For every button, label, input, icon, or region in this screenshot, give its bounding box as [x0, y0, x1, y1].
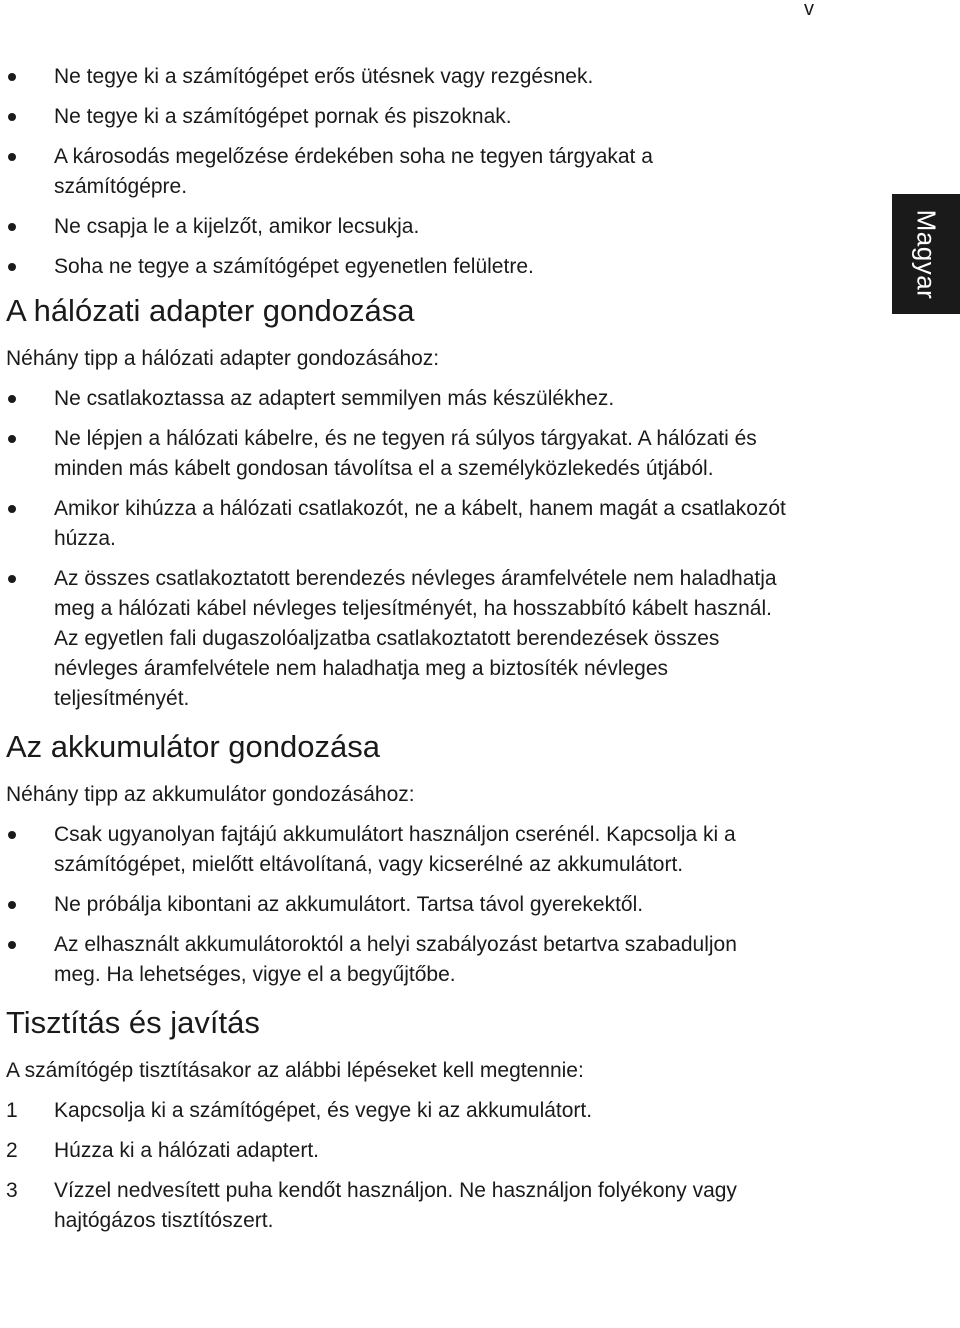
list-item: A károsodás megelőzése érdekében soha ne tegyen tárgyakat a számítógépre.	[6, 142, 806, 202]
list-item: Ne tegye ki a számítógépet erős ütésnek vagy rezgésnek.	[6, 62, 806, 92]
bullet-icon	[8, 153, 16, 161]
page-number: v	[804, 0, 814, 20]
bullet-icon	[8, 901, 16, 909]
adapter-bullet-list	[6, 384, 806, 714]
bullet-icon	[8, 941, 16, 949]
list-item: 2 Húzza ki a hálózati adaptert.	[6, 1136, 806, 1166]
list-item: 3 Vízzel nedvesített puha kendőt használjon. Ne használjon folyékony vagy hajtógázos tisztítószert.	[6, 1176, 806, 1236]
list-item: Ne tegye ki a számítógépet pornak és piszoknak.	[6, 102, 806, 132]
list-item: Soha ne tegye a számítógépet egyenetlen felületre.	[6, 252, 806, 282]
bullet-icon	[8, 575, 16, 583]
list-item: Csak ugyanolyan fajtájú akkumulátort használjon cserénél. Kapcsolja ki a számítógépet, mielőtt eltávolítaná, vagy kicserélné az akkumulátort.	[6, 820, 806, 880]
section-intro-battery: Néhány tipp az akkumulátor gondozásához:	[6, 783, 415, 806]
bullet-icon	[8, 395, 16, 403]
document-body	[6, 62, 806, 1246]
list-item: Az elhasznált akkumulátoroktól a helyi szabályozást betartva szabaduljon meg. Ha lehetséges, vigye el a begyűjtőbe.	[6, 930, 806, 990]
list-item: Amikor kihúzza a hálózati csatlakozót, ne a kábelt, hanem magát a csatlakozót húzza.	[6, 494, 806, 554]
list-item: Az összes csatlakoztatott berendezés névleges áramfelvétele nem haladhatja meg a hálózati kábel névleges teljesítményét, ha hosszabbító kábelt használ. Az egyetlen fali dugaszolóaljzatba csatlakoztatott berendezések összes névleges áramfelvétele nem haladhatja meg a biztosíték névleges teljesítményét.	[6, 564, 806, 714]
list-item: Ne lépjen a hálózati kábelre, és ne tegyen rá súlyos tárgyakat. A hálózati és minden más kábelt gondosan távolítsa el a személyközlekedés útjából.	[6, 424, 806, 484]
bullet-icon	[8, 223, 16, 231]
language-tab-label: Magyar	[911, 209, 942, 299]
step-number: 3	[6, 1179, 18, 1202]
top-bullet-list	[6, 62, 806, 282]
bullet-icon	[8, 505, 16, 513]
bullet-icon	[8, 113, 16, 121]
bullet-icon	[8, 831, 16, 839]
bullet-icon	[8, 73, 16, 81]
bullet-icon	[8, 435, 16, 443]
cleaning-step-list	[6, 1096, 806, 1236]
list-item: 1 Kapcsolja ki a számítógépet, és vegye ki az akkumulátort.	[6, 1096, 806, 1126]
section-heading-cleaning: Tisztítás és javítás	[6, 1005, 260, 1040]
list-item: Ne csatlakoztassa az adaptert semmilyen más készülékhez.	[6, 384, 806, 414]
section-heading-adapter: A hálózati adapter gondozása	[6, 293, 415, 328]
section-intro-adapter: Néhány tipp a hálózati adapter gondozásához:	[6, 347, 440, 370]
section-heading-battery: Az akkumulátor gondozása	[6, 729, 380, 764]
bullet-icon	[8, 263, 16, 271]
list-item: Ne csapja le a kijelzőt, amikor lecsukja.	[6, 212, 806, 242]
step-number: 2	[6, 1139, 18, 1162]
step-number: 1	[6, 1099, 18, 1122]
list-item: Ne próbálja kibontani az akkumulátort. Tartsa távol gyerekektől.	[6, 890, 806, 920]
language-tab	[892, 194, 960, 314]
section-intro-cleaning: A számítógép tisztításakor az alábbi lépéseket kell megtennie:	[6, 1059, 584, 1082]
battery-bullet-list	[6, 820, 806, 990]
